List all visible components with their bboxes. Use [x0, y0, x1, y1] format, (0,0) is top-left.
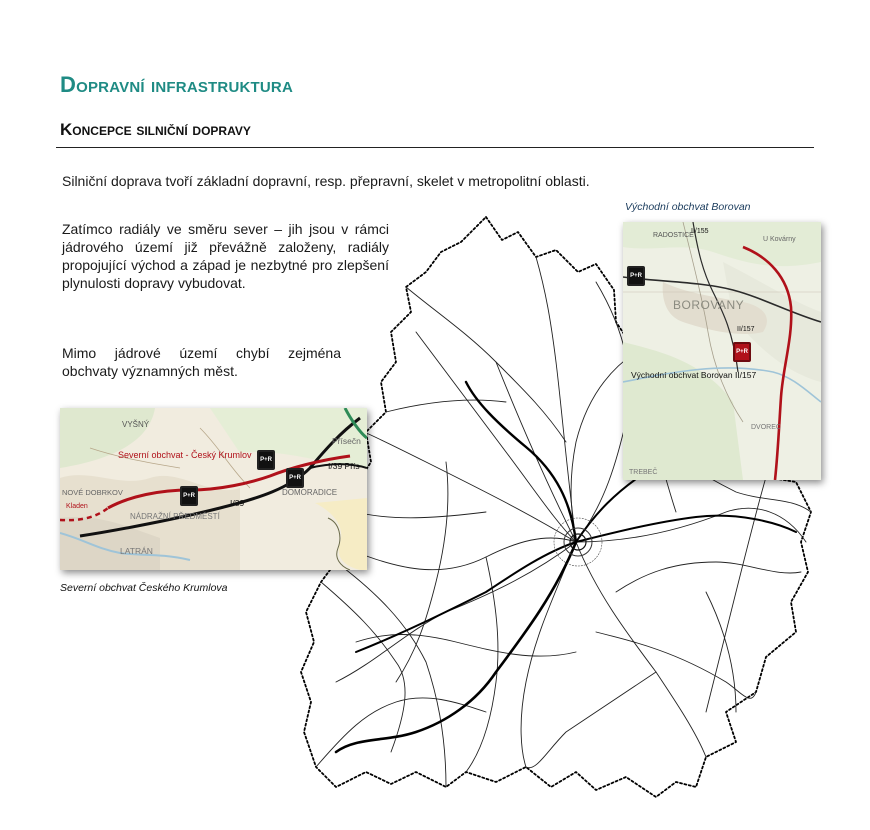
label-bypass-krumlov: Severní obchvat - Český Krumlov [118, 450, 252, 460]
main-road-d3 [336, 542, 576, 752]
park-and-ride-icon: P+R [627, 266, 645, 286]
label-nadrazni-predmesti: NÁDRAŽNÍ PŘEDMĚSTÍ [130, 512, 220, 521]
label-nove-dobrkovice: NOVÉ DOBRKOV [62, 488, 123, 497]
heading-divider [56, 147, 814, 148]
section-title: Koncepce silniční dopravy [60, 120, 251, 139]
main-road-north [466, 382, 576, 542]
label-latran: LATRÁN [120, 546, 153, 556]
park-and-ride-icon: P+R [286, 468, 304, 488]
park-and-ride-icon: P+R [257, 450, 275, 470]
inset-map-borovany [623, 222, 821, 480]
park-and-ride-icon: P+R [180, 486, 198, 506]
park-and-ride-icon: P+R [733, 342, 751, 362]
label-kladen: Kladen [66, 503, 88, 510]
main-road-east [576, 516, 796, 542]
inset-map-cesky-krumlov [60, 408, 367, 570]
label-dvorec: DVOREC [751, 424, 781, 431]
label-u-kovarny: U Kovárny [763, 236, 796, 243]
label-vysny: VYŠNÝ [122, 420, 150, 429]
label-domoradice: DOMORADICE [282, 488, 338, 497]
page-title: Dopravní infrastruktura [60, 72, 293, 97]
label-trebec: TREBEČ [629, 469, 658, 476]
label-road-ii155: II/155 [691, 228, 709, 235]
intro-text: Silniční doprava tvoří základní dopravní, resp. přepravní, skelet v metropolitní oblasti. [62, 173, 590, 189]
label-radostice: RADOSTICE [653, 232, 694, 239]
label-bypass-borovany: Východní obchvat Borovan II/157 [631, 370, 757, 380]
paragraph-bypasses: Mimo jádrové území chybí zejména obchvaty významných měst. [62, 345, 341, 379]
label-prisecna: Přísečn [332, 436, 361, 446]
label-road-i39: I/39 [230, 498, 245, 508]
caption-borovany: Východní obchvat Borovan [625, 201, 751, 213]
label-road-i39-right: I/39 Přís [328, 461, 360, 471]
label-road-ii157: II/157 [737, 326, 755, 333]
caption-krumlov: Severní obchvat Českého Krumlova [60, 582, 228, 594]
paragraph-radials: Zatímco radiály ve směru sever – jih jsou v rámci jádrového území již převážně založeny, radiály propojující východ a západ je nezbytné pro zlepšení plynulosti dopravy vybudovat. [62, 221, 389, 291]
label-borovany: BOROVANY [673, 298, 745, 312]
